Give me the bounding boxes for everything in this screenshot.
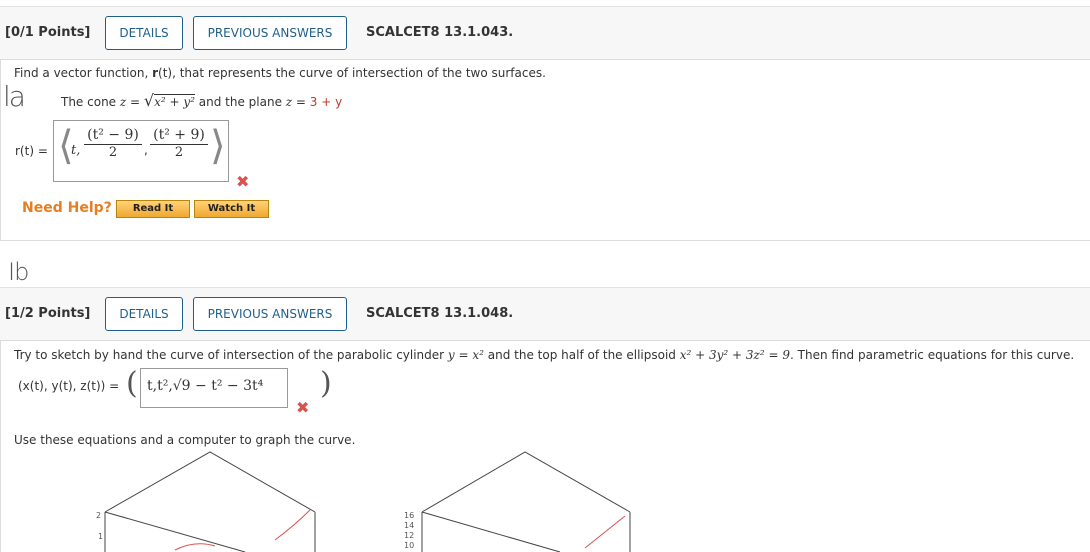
- q1-code: SCALCET8 13.1.043.: [366, 25, 514, 40]
- q2-prompt-a: Try to sketch by hand the curve of intersection of the parabolic cylinder: [14, 348, 448, 362]
- q2-right-axis-tick-2: 12: [404, 531, 415, 540]
- q1-points: [0/1 Points]: [5, 25, 91, 40]
- q1-cone-radicand: x² + y²: [154, 95, 195, 109]
- left-angle-icon: ⟨: [58, 123, 74, 169]
- q1-previous-answers-button[interactable]: PREVIOUS ANSWERS: [193, 16, 347, 50]
- q2-graph-left[interactable]: [95, 450, 325, 552]
- sqrt-icon: √: [143, 91, 155, 110]
- q1-prompt-pre: Find a vector function,: [14, 66, 153, 80]
- q1-comma: ,: [144, 143, 148, 157]
- q1-plane-eq: =: [292, 95, 310, 109]
- q2-answer-box[interactable]: [140, 368, 288, 408]
- q2-prompt-c: . Then find parametric equations for this curve.: [790, 348, 1075, 362]
- q1-answer-label: r(t) =: [15, 144, 48, 158]
- q1-cone-eq: =: [126, 95, 144, 109]
- q1-plane-z: z: [285, 95, 293, 109]
- q1-plane-rhs: 3 + y: [309, 95, 343, 109]
- q2-graph-right[interactable]: [400, 450, 640, 552]
- q1-prompt: [14, 66, 546, 80]
- q1-fraction-1: [84, 127, 142, 160]
- handwriting-b: Ib: [8, 258, 29, 286]
- q2-right-axis-tick-1: 14: [404, 521, 415, 530]
- q1-cone-z: z: [119, 95, 127, 109]
- q2-use-text: Use these equations and a computer to graph the curve.: [14, 433, 356, 447]
- q2-right-axis-tick-0: 16: [404, 511, 415, 520]
- q1-frac1-num: (t² − 9): [84, 127, 142, 145]
- watch-it-button[interactable]: Watch It: [194, 200, 269, 218]
- q2-left-paren-icon: (: [126, 366, 138, 401]
- q2-right-paren-icon: ): [320, 366, 332, 401]
- q2-prompt: [14, 348, 1074, 362]
- handwriting-a: la: [3, 80, 24, 113]
- q2-details-button[interactable]: DETAILS: [105, 297, 183, 331]
- q2-previous-answers-button[interactable]: PREVIOUS ANSWERS: [193, 297, 347, 331]
- q1-prompt-r: r: [152, 66, 159, 80]
- q1-fraction-2: [150, 127, 208, 160]
- need-help-label: Need Help?: [22, 200, 112, 216]
- q1-answer-t: t,: [71, 143, 81, 158]
- q2-code: SCALCET8 13.1.048.: [366, 306, 514, 321]
- q2-right-axis-tick-3: 10: [404, 541, 415, 550]
- q1-and-plane: and the plane: [194, 95, 286, 109]
- q1-cone-label: The cone: [61, 95, 120, 109]
- q1-frac2-den: 2: [174, 145, 184, 160]
- q1-frac2-num: (t² + 9): [150, 127, 208, 145]
- q1-incorrect-x-icon: ✖: [236, 172, 250, 191]
- q1-frac1-den: 2: [108, 145, 118, 160]
- q2-answer: t,t²,√9 − t² − 3t⁴: [147, 378, 264, 394]
- q1-details-button[interactable]: DETAILS: [105, 16, 183, 50]
- q1-prompt-post: (t), that represents the curve of intersection of the two surfaces.: [158, 66, 546, 80]
- q2-ellipsoid-eq: x² + 3y² + 3z² = 9: [679, 348, 791, 362]
- q2-param-label: (x(t), y(t), z(t)) =: [18, 379, 120, 393]
- q2-left-axis-tick-0: 2: [96, 511, 102, 520]
- q1-surfaces: [61, 91, 342, 110]
- q2-prompt-b: and the top half of the ellipsoid: [483, 348, 680, 362]
- right-angle-icon: ⟩: [210, 123, 226, 169]
- q2-incorrect-x-icon: ✖: [296, 398, 310, 417]
- q2-left-axis-tick-1: 1: [98, 532, 104, 541]
- q2-points: [1/2 Points]: [5, 306, 91, 321]
- q2-cylinder-eq: y = x²: [447, 348, 484, 362]
- read-it-button[interactable]: Read It: [116, 200, 190, 218]
- q1-answer-box[interactable]: [53, 120, 229, 182]
